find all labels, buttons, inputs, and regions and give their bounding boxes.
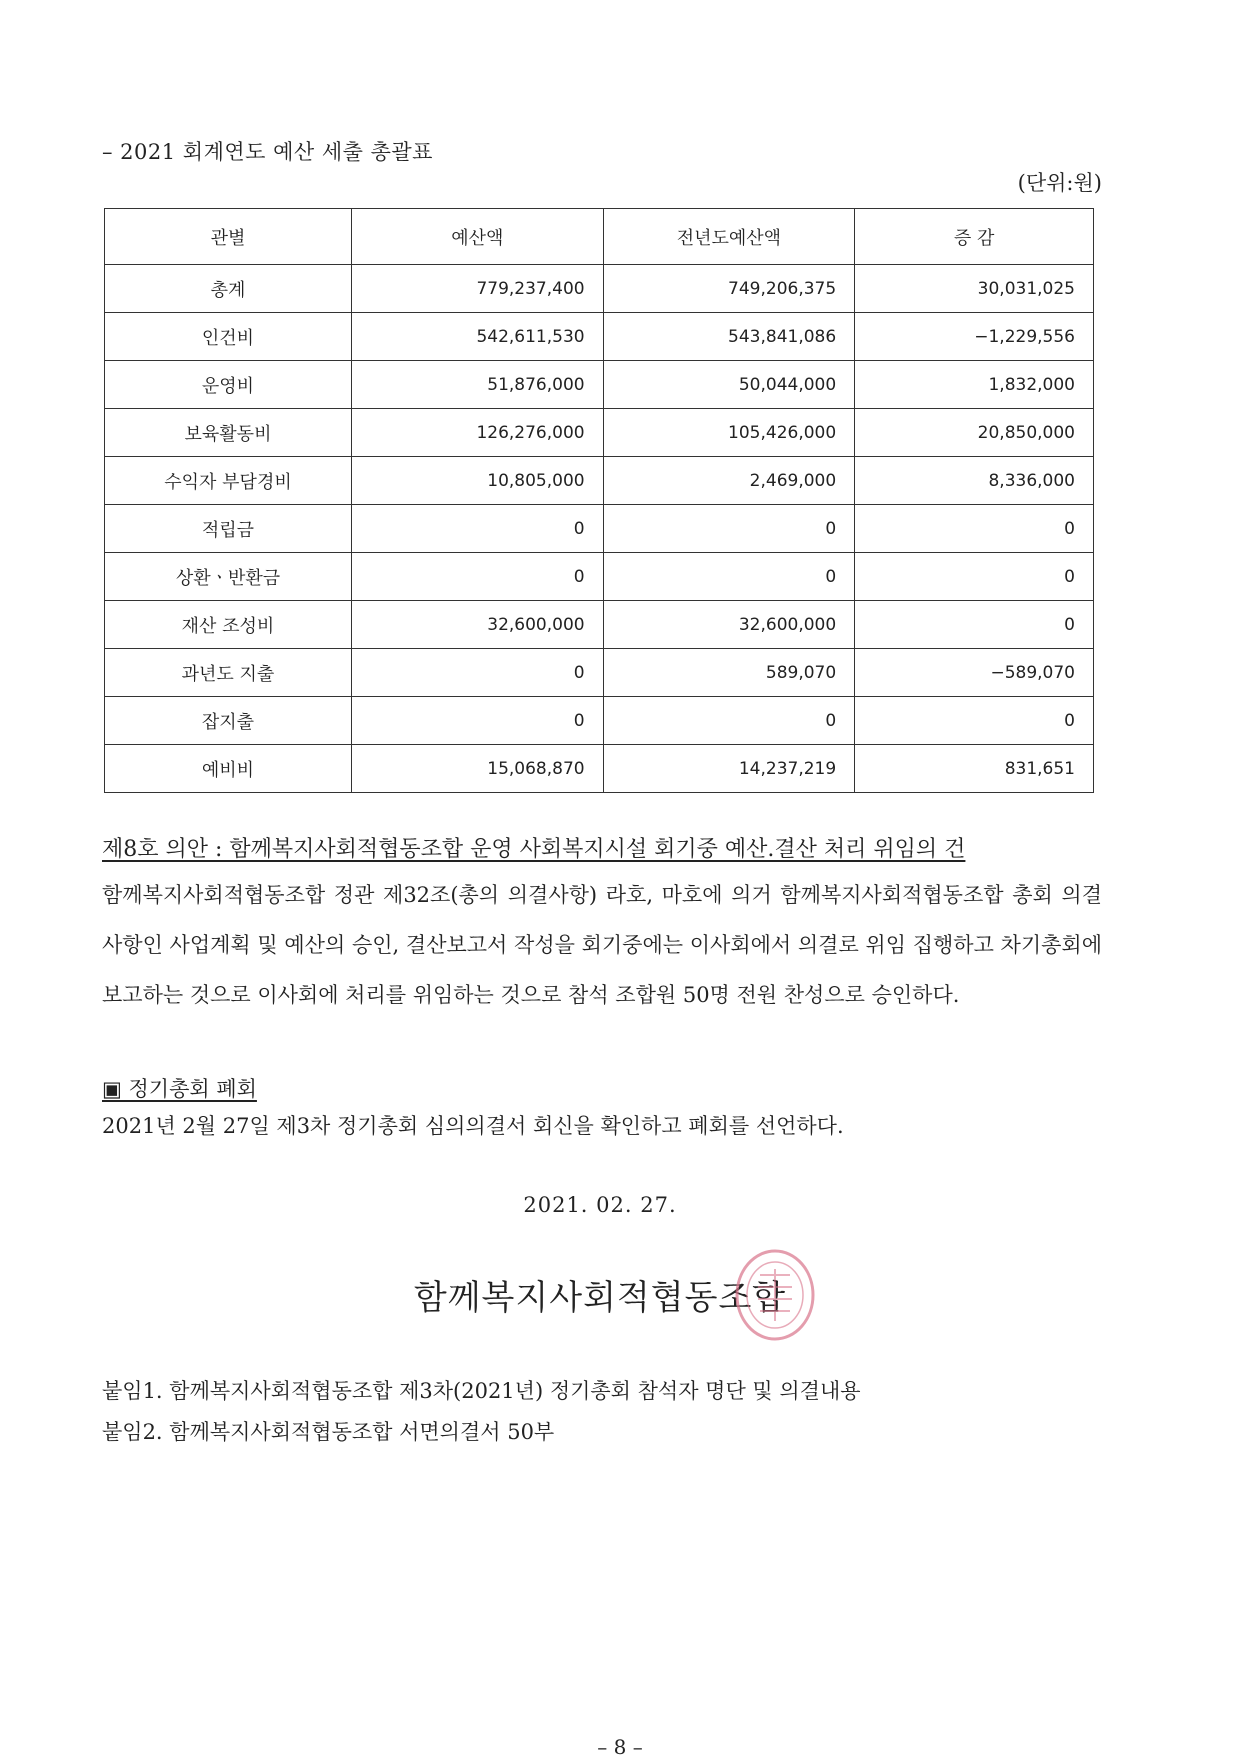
table-header-row — [105, 209, 1094, 265]
column-header: 전년도예산액 — [603, 209, 855, 265]
table-row — [105, 265, 1094, 313]
column-header: 관별 — [105, 209, 352, 265]
amount-cell: −1,229,556 — [855, 313, 1094, 361]
category-cell: 운영비 — [105, 361, 352, 409]
amount-cell: 0 — [855, 601, 1094, 649]
amount-cell: 0 — [352, 553, 604, 601]
amount-cell: 542,611,530 — [352, 313, 604, 361]
amount-cell: 8,336,000 — [855, 457, 1094, 505]
amount-cell: 0 — [855, 505, 1094, 553]
amount-cell: 0 — [603, 553, 855, 601]
table-row — [105, 745, 1094, 793]
amount-cell: 20,850,000 — [855, 409, 1094, 457]
closing-section-body: 2021년 2월 27일 제3차 정기총회 심의의결서 회신을 확인하고 폐회를 선언하다. — [102, 1114, 844, 1138]
budget-table — [104, 208, 1094, 793]
amount-cell: 543,841,086 — [603, 313, 855, 361]
table-row — [105, 697, 1094, 745]
table-row — [105, 457, 1094, 505]
column-header: 증 감 — [855, 209, 1094, 265]
organization-name: 함께복지사회적협동조합 — [413, 1278, 787, 1318]
category-cell: 재산 조성비 — [105, 601, 352, 649]
category-cell: 총계 — [105, 265, 352, 313]
amount-cell: 779,237,400 — [352, 265, 604, 313]
category-cell: 과년도 지출 — [105, 649, 352, 697]
category-cell: 적립금 — [105, 505, 352, 553]
amount-cell: 10,805,000 — [352, 457, 604, 505]
category-cell: 상환ㆍ반환금 — [105, 553, 352, 601]
amount-cell: 831,651 — [855, 745, 1094, 793]
amount-cell: 32,600,000 — [352, 601, 604, 649]
unit-label: (단위:원) — [1017, 171, 1102, 195]
table-row — [105, 505, 1094, 553]
official-seal-icon — [730, 1245, 820, 1345]
table-row — [105, 313, 1094, 361]
amount-cell: 0 — [352, 697, 604, 745]
amount-cell: 0 — [603, 697, 855, 745]
amount-cell: 32,600,000 — [603, 601, 855, 649]
amount-cell: 0 — [855, 553, 1094, 601]
category-cell: 보육활동비 — [105, 409, 352, 457]
column-header: 예산액 — [352, 209, 604, 265]
amount-cell: 1,832,000 — [855, 361, 1094, 409]
amount-cell: 30,031,025 — [855, 265, 1094, 313]
amount-cell: 126,276,000 — [352, 409, 604, 457]
table-row — [105, 649, 1094, 697]
amount-cell: 0 — [352, 649, 604, 697]
amount-cell: 15,068,870 — [352, 745, 604, 793]
amount-cell: 105,426,000 — [603, 409, 855, 457]
category-cell: 인건비 — [105, 313, 352, 361]
table-heading: – 2021 회계연도 예산 세출 총괄표 — [102, 140, 433, 164]
amount-cell: 14,237,219 — [603, 745, 855, 793]
attachment-2: 붙임2. 함께복지사회적협동조합 서면의결서 50부 — [102, 1420, 555, 1444]
amount-cell: 749,206,375 — [603, 265, 855, 313]
document-date: 2021. 02. 27. — [523, 1193, 677, 1217]
table-row — [105, 553, 1094, 601]
closing-section-title: ▣ 정기총회 폐회 — [102, 1077, 257, 1101]
amount-cell: −589,070 — [855, 649, 1094, 697]
motion-title: 제8호 의안 : 함께복지사회적협동조합 운영 사회복지시설 회기중 예산.결산 처리 위임의 건 — [102, 837, 966, 862]
amount-cell: 51,876,000 — [352, 361, 604, 409]
category-cell: 잡지출 — [105, 697, 352, 745]
amount-cell: 50,044,000 — [603, 361, 855, 409]
table-row — [105, 361, 1094, 409]
amount-cell: 0 — [352, 505, 604, 553]
motion-body: 함께복지사회적협동조합 정관 제32조(총의 의결사항) 라호, 마호에 의거 함께복지사회적협동조합 총회 의결사항인 사업계획 및 예산의 승인, 결산보고서 작성을 회기중에는 이사회에서 의결로 위임 집행하고 차기총회에 보고하는 것으로 이사회에 처리를 위임하는 것으로 참석 조합원 50명 전원 찬성으로 승인하다. — [102, 883, 1102, 1007]
amount-cell: 0 — [603, 505, 855, 553]
category-cell: 예비비 — [105, 745, 352, 793]
category-cell: 수익자 부담경비 — [105, 457, 352, 505]
amount-cell: 2,469,000 — [603, 457, 855, 505]
amount-cell: 589,070 — [603, 649, 855, 697]
table-row — [105, 601, 1094, 649]
page-number: – 8 – — [597, 1735, 643, 1759]
table-row — [105, 409, 1094, 457]
attachment-1: 붙임1. 함께복지사회적협동조합 제3차(2021년) 정기총회 참석자 명단 및 의결내용 — [102, 1379, 861, 1403]
amount-cell: 0 — [855, 697, 1094, 745]
